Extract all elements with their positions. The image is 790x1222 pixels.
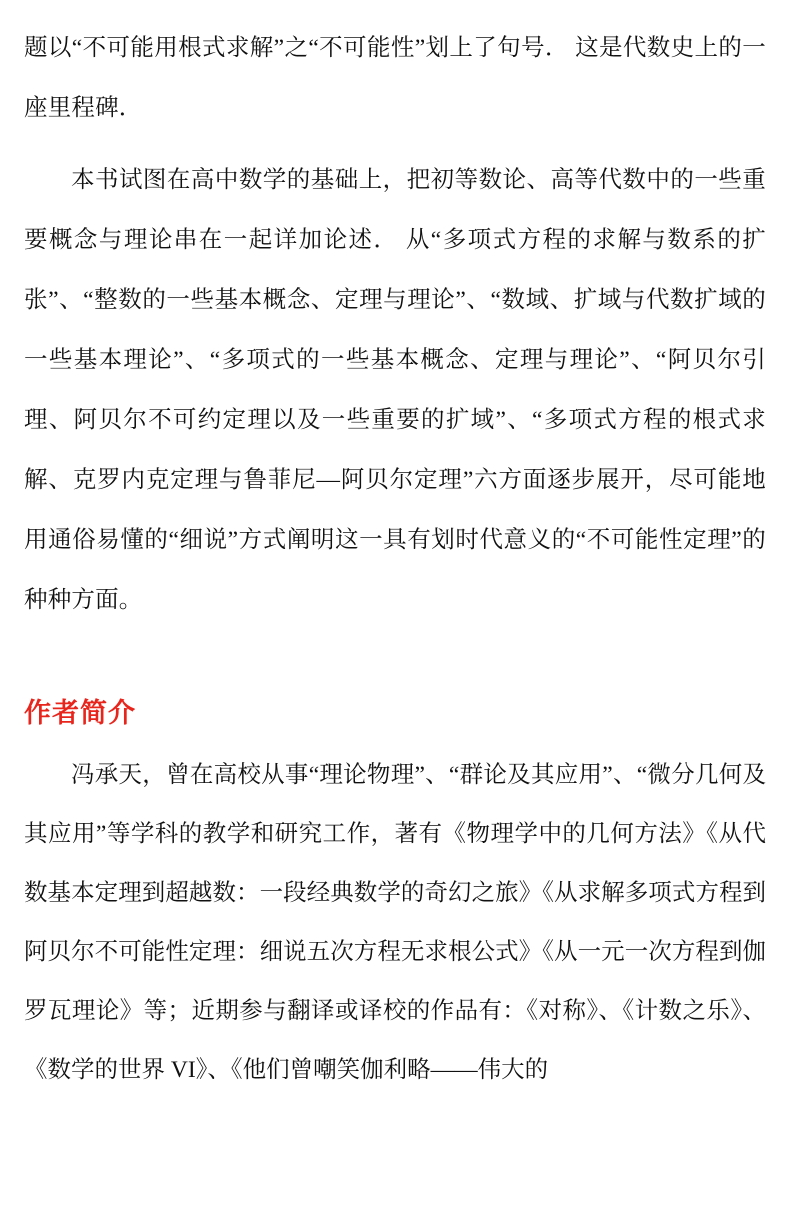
section-heading-author-bio: 作者简介 [24, 698, 136, 729]
section-spacer [24, 630, 766, 694]
paragraph-book-overview: 本书试图在高中数学的基础上，把初等数论、高等代数中的一些重要概念与理论串在一起详加论述． 从“多项式方程的求解与数系的扩张”、“整数的一些基本概念、定理与理论”、“数域、扩域与代数扩域的一些基本理论”、“多项式的一些基本概念、定理与理论”、“阿贝尔引理、阿贝尔不可约定理以及一些重要的扩域”、“多项式方程的根式求解、克罗内克定理与鲁菲尼—阿贝尔定理”六方面逐步展开，尽可能地用通俗易懂的“细说”方式阐明这一具有划时代意义的“不可能性定理”的种种方面。 [24, 167, 766, 613]
paragraph-spacer [24, 138, 766, 150]
paragraph-continuation: 题以“不可能用根式求解”之“不可能性”划上了句号． 这是代数史上的一座里程碑． [24, 35, 766, 121]
paragraph-author-bio: 冯承天，曾在高校从事“理论物理”、“群论及其应用”、“微分几何及其应用”等学科的教学和研究工作，著有《物理学中的几何方法》《从代数基本定理到超越数：一段经典数学的奇幻之旅》《从求解多项式方程到阿贝尔不可能性定理：细说五次方程无求根公式》《从一元一次方程到伽罗瓦理论》等；近期参与翻译或译校的作品有：《对称》、《计数之乐》、《数学的世界 VI》、《他们曾嘲笑伽利略——伟大的 [24, 762, 766, 1083]
heading-spacer [24, 734, 766, 746]
